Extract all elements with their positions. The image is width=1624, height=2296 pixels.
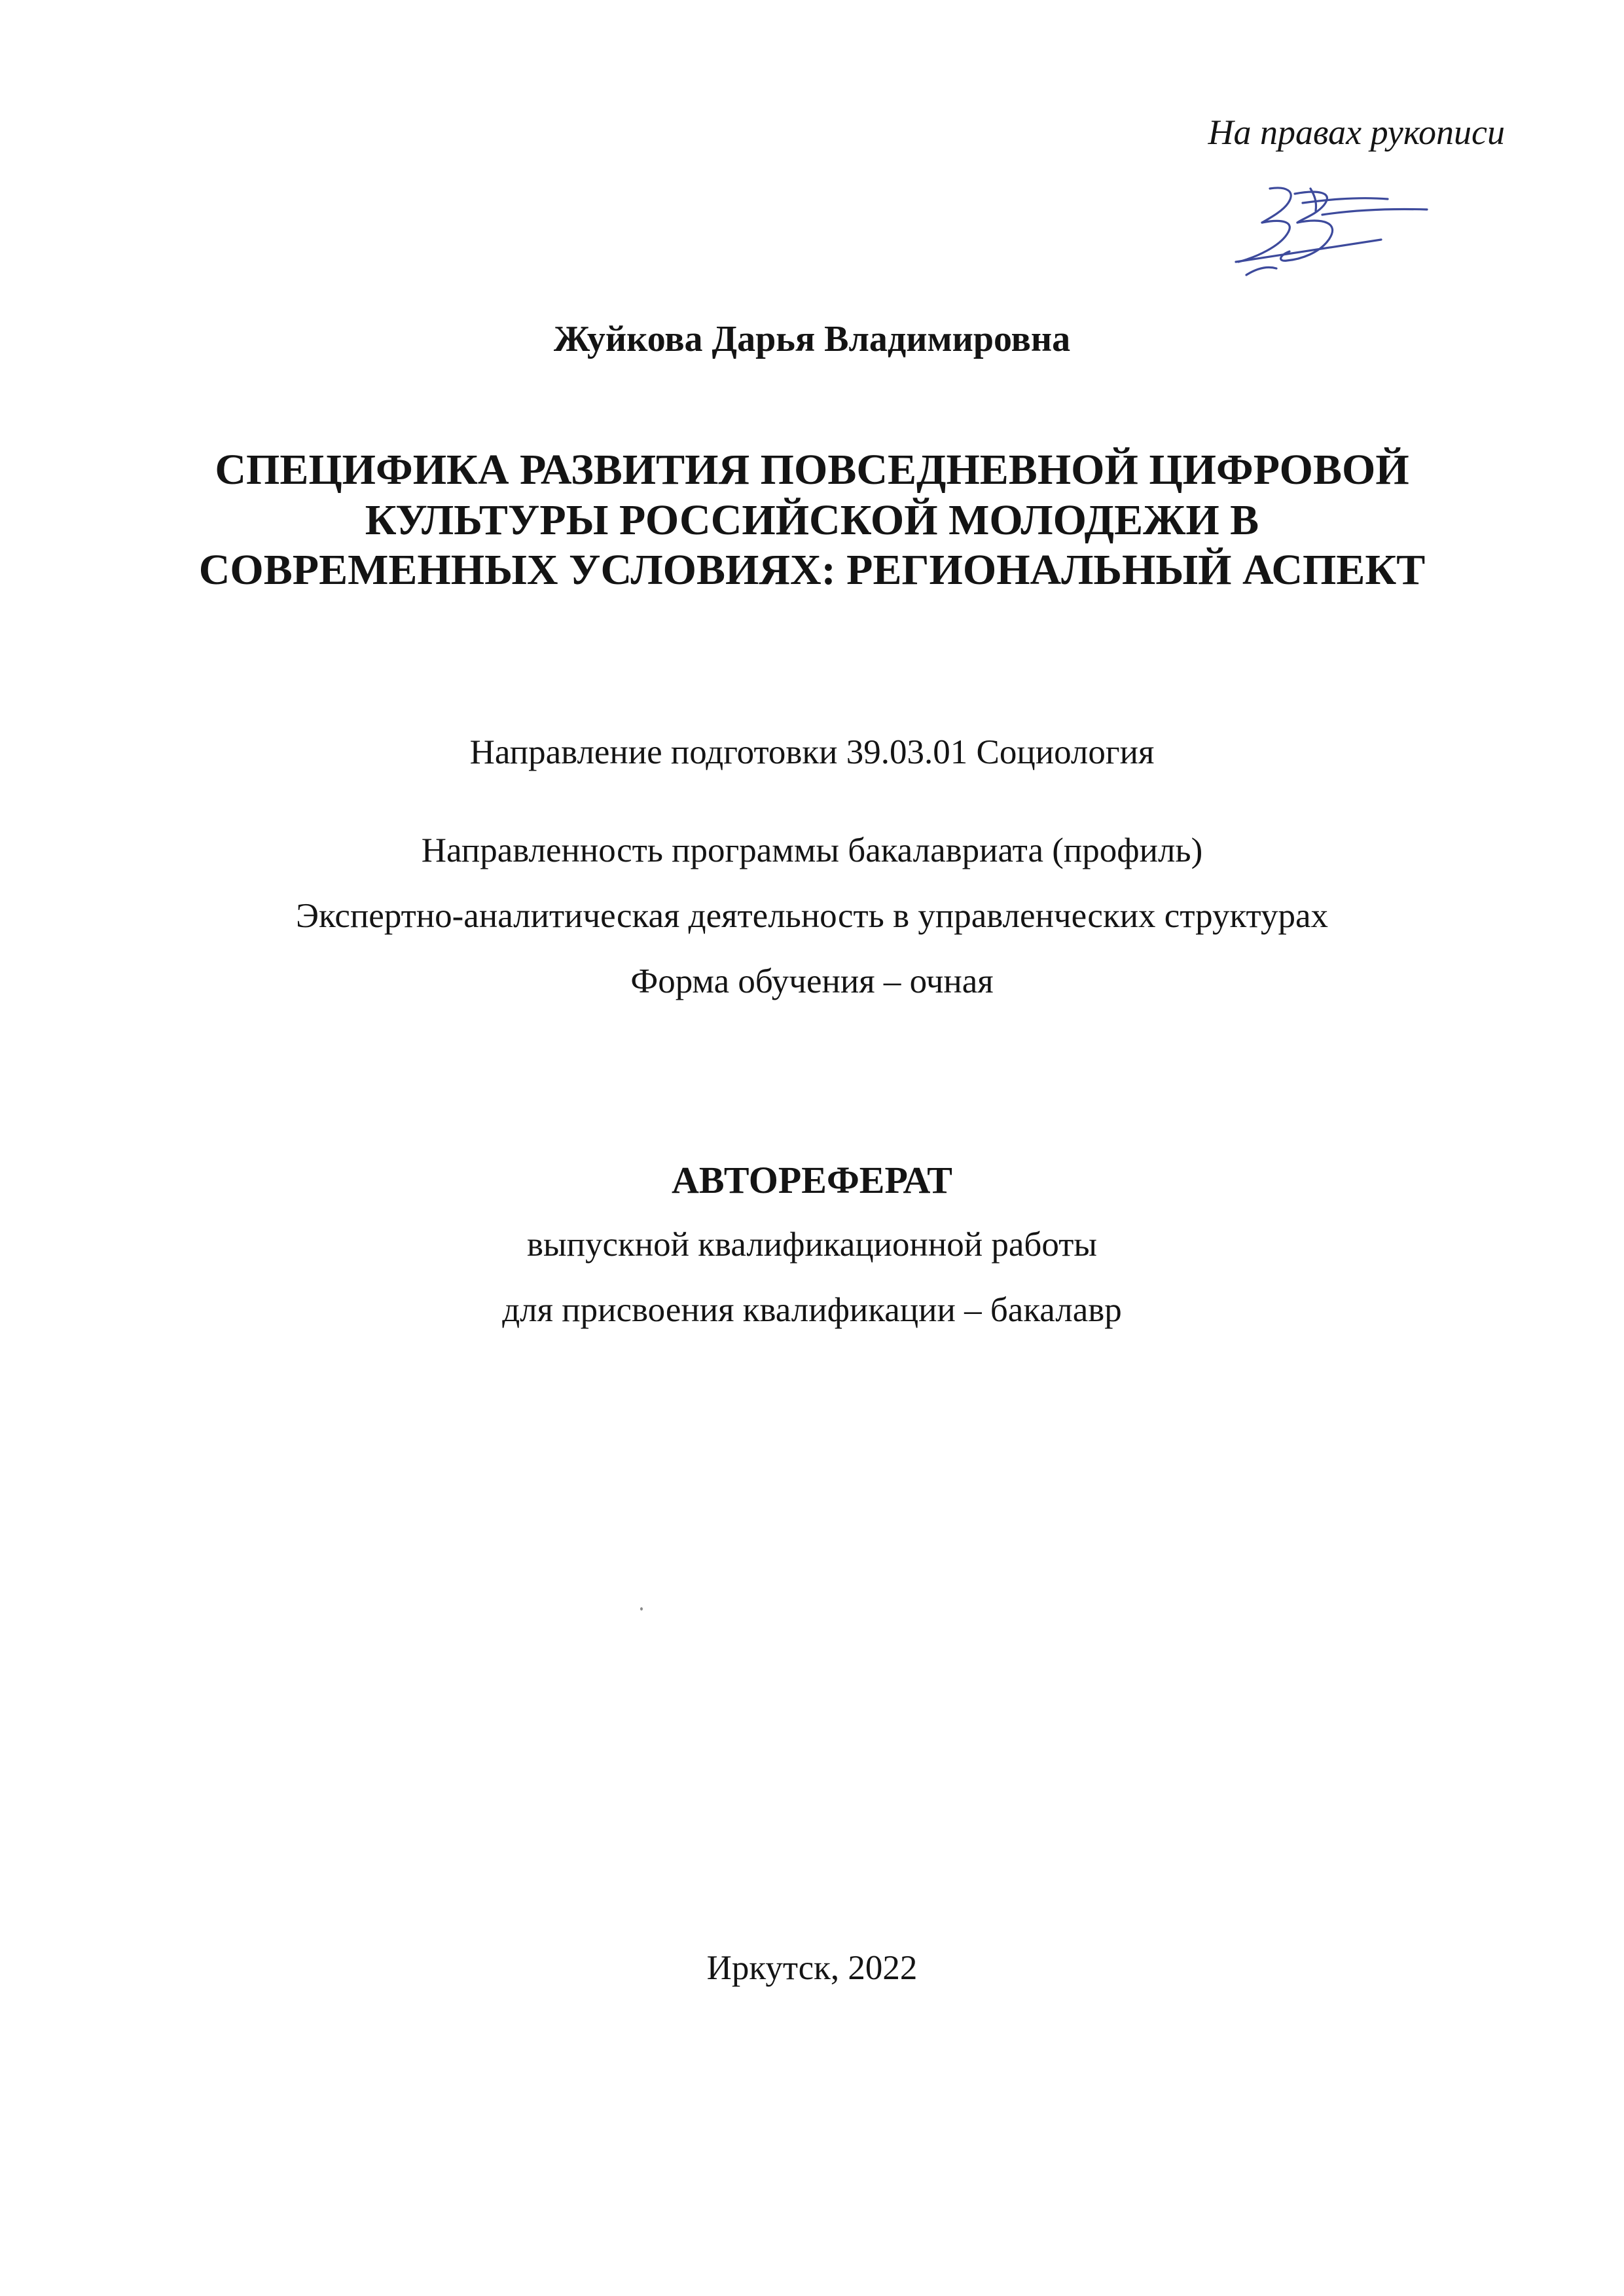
title-line: КУЛЬТУРЫ РОССИЙСКОЙ МОЛОДЕЖИ В xyxy=(365,496,1259,544)
title-line: СПЕЦИФИКА РАЗВИТИЯ ПОВСЕДНЕВНОЙ ЦИФРОВОЙ xyxy=(215,446,1409,494)
author-name: Жуйкова Дарья Владимировна xyxy=(553,319,1071,359)
scan-speck xyxy=(640,1607,643,1611)
document-description-line: выпускной квалификационной работы xyxy=(527,1226,1097,1264)
rights-note: На правах рукописи xyxy=(1208,113,1505,152)
program-profile-label: Направленность программы бакалавриата (профиль) xyxy=(421,831,1203,869)
handwritten-signature xyxy=(1224,177,1434,295)
training-direction: Направление подготовки 39.03.01 Социология xyxy=(469,733,1155,771)
document-description-line: для присвоения квалификации – бакалавр xyxy=(502,1291,1122,1329)
document-title xyxy=(0,445,1624,596)
title-line: СОВРЕМЕННЫХ УСЛОВИЯХ: РЕГИОНАЛЬНЫЙ АСПЕКТ xyxy=(198,546,1426,594)
program-profile-value: Экспертно-аналитическая деятельность в управленческих структурах xyxy=(296,897,1328,935)
place-and-year: Иркутск, 2022 xyxy=(706,1949,918,1987)
document-type-heading: АВТОРЕФЕРАТ xyxy=(672,1159,952,1201)
study-form: Форма обучения – очная xyxy=(630,962,994,1000)
